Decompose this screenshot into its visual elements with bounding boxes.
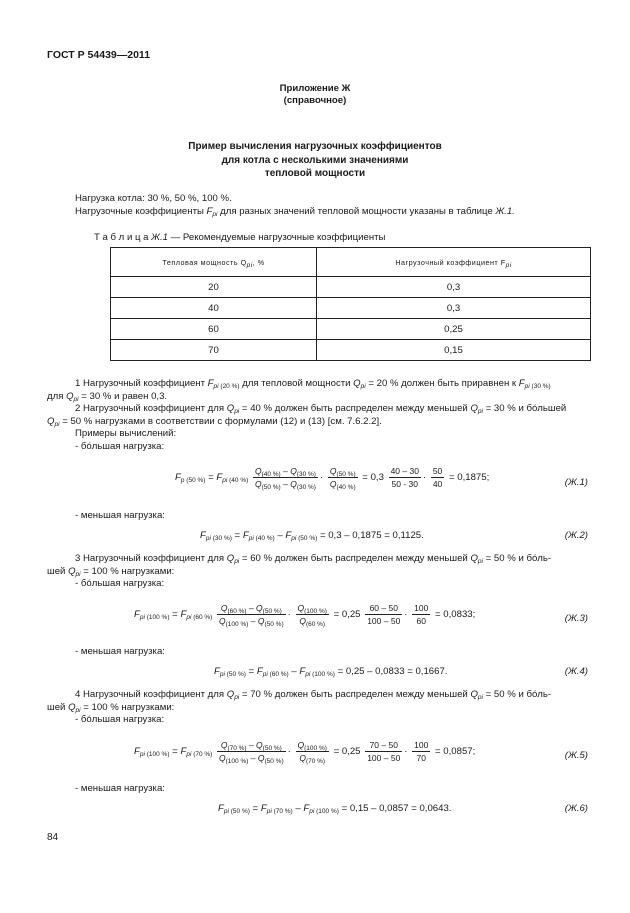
page-number: 84 bbox=[47, 832, 59, 843]
paragraph-4: 4 Нагрузочный коэффициент для $Q_{pi} = 70$ % должен быть распределен между меньшей $Q_{pi} = 50$ % и бóль- шей $Q_{pi} = 100$ % нагрузками: - бóльшая нагрузка: bbox=[47, 689, 552, 725]
table-header-row bbox=[111, 248, 591, 277]
appendix-note: (справочное) bbox=[283, 95, 347, 106]
lesser-load-label-3: - меньшая нагрузка: bbox=[75, 783, 165, 794]
table-header-coefficient: Нагрузочный коэффициент $F_{pi}$ bbox=[317, 248, 591, 277]
heading-line-3: тепловой мощности bbox=[264, 168, 366, 179]
coefficients-table bbox=[110, 247, 591, 361]
equation-3: $F_{pi (100 \%)} = F_{pi (60 \%)}$ $\frac{Q_{(60 \%)} - Q_{(50 \%)}}{Q_{(100 \%)} - Q_{(50 \%)}}$ · $\frac{Q_{(100 \%)}}{Q_{(60 \%)}}$ = 0,25 $\frac{60 - 50}{100 - 50}$ · $\frac{100}{60}$ = 0,0833; bbox=[134, 603, 476, 628]
lesser-load-label-1: - меньшая нагрузка: bbox=[75, 510, 165, 521]
equation-3-number: (Ж.3) bbox=[564, 613, 588, 624]
equation-1: $F_{p (50 \%)} = F_{pi (40 \%)}$ $\frac{Q_{(40 \%)} - Q_{(30 \%)}}{Q_{(50 \%)} - Q_{(30 \%)}}$ · $\frac{Q_{(50 \%)}}{Q_{(40 \%)}}$ = 0,3 $\frac{40 - 30}{50 - 30}$ · $\frac{50}{40}$ = 0,1875; bbox=[175, 466, 490, 491]
lesser-load-label-2: - меньшая нагрузка: bbox=[75, 646, 165, 657]
intro-coefficients: Нагрузочные коэффициенты $F_{pi}$ для разных значений тепловой мощности указаны в таблице Ж.1. bbox=[75, 206, 515, 218]
heading-line-1: Пример вычисления нагрузочных коэффициентов bbox=[188, 141, 442, 152]
table-row: 20 0,3 bbox=[111, 277, 591, 298]
paragraph-1: 1 Нагрузочный коэффициент $F_{pi (20 \%)}$ для тепловой мощности $Q_{pi} = 20$ % должен быть приравнен к $F_{pi (30 \%)}$ для $Q_{pi} = 30$ % и равен 0,3. bbox=[47, 378, 551, 403]
equation-6-number: (Ж.6) bbox=[564, 803, 588, 814]
document-id: ГОСТ Р 54439—2011 bbox=[47, 49, 151, 61]
table-row: 60 0,25 bbox=[111, 319, 591, 340]
equation-4-number: (Ж.4) bbox=[564, 666, 588, 677]
equation-2: $F_{pi (30 \%)} = F_{pi (40 \%)} - F_{pi (50 \%)} = 0,3 - 0,1875 = 0,1125$. bbox=[200, 530, 424, 542]
equation-4: $F_{pi (50 \%)} = F_{pi (60 \%)} - F_{pi (100 \%)} = 0,25 - 0,0833 = 0,1667$. bbox=[214, 666, 448, 678]
table-row: 40 0,3 bbox=[111, 298, 591, 319]
heading-line-2: для котла с несколькими значениями bbox=[221, 155, 409, 166]
intro-load: Нагрузка котла: 30 %, 50 %, 100 %. bbox=[75, 193, 232, 204]
table-header-power: Тепловая мощность $Q_{pi}$, % bbox=[111, 248, 317, 277]
paragraph-3: 3 Нагрузочный коэффициент для $Q_{pi} = 60$ % должен быть распределен между меньшей $Q_{pi} = 50$ % и бóль- шей $Q_{pi} = 100$ % нагрузками: - бóльшая нагрузка: bbox=[47, 553, 552, 589]
table-row: 70 0,15 bbox=[111, 340, 591, 361]
equation-6: $F_{pi (50 \%)} = F_{pi (70 \%)} - F_{pi (100 \%)} = 0,15 - 0,0857 = 0,0643$. bbox=[218, 803, 452, 815]
paragraph-2: 2 Нагрузочный коэффициент для $Q_{pi} = 40$ % должен быть распределен между меньшей $Q_{pi} = 30$ % и бóльшей $Q_{pi} = 50$ % нагрузками в соответствии с формулами (12) и (13) [см. 7.6.2.2]. Примеры вычислений: - бóльшая нагрузка: bbox=[47, 403, 567, 452]
equation-1-number: (Ж.1) bbox=[564, 477, 588, 488]
table-caption: Т а б л и ц а Ж.1 — Рекомендуемые нагрузочные коэффициенты bbox=[94, 232, 386, 243]
equation-5: $F_{pi (100 \%)} = F_{pi (70 \%)}$ $\frac{Q_{(70 \%)} - Q_{(50 \%)}}{Q_{(100 \%)} - Q_{(50 \%)}}$ · $\frac{Q_{(100 \%)}}{Q_{(70 \%)}}$ = 0,25 $\frac{70 - 50}{100 - 50}$ · $\frac{100}{70}$ = 0,0857; bbox=[134, 740, 476, 765]
equation-5-number: (Ж.5) bbox=[564, 750, 588, 761]
equation-2-number: (Ж.2) bbox=[564, 530, 588, 541]
appendix-title: Приложение Ж bbox=[279, 83, 351, 94]
